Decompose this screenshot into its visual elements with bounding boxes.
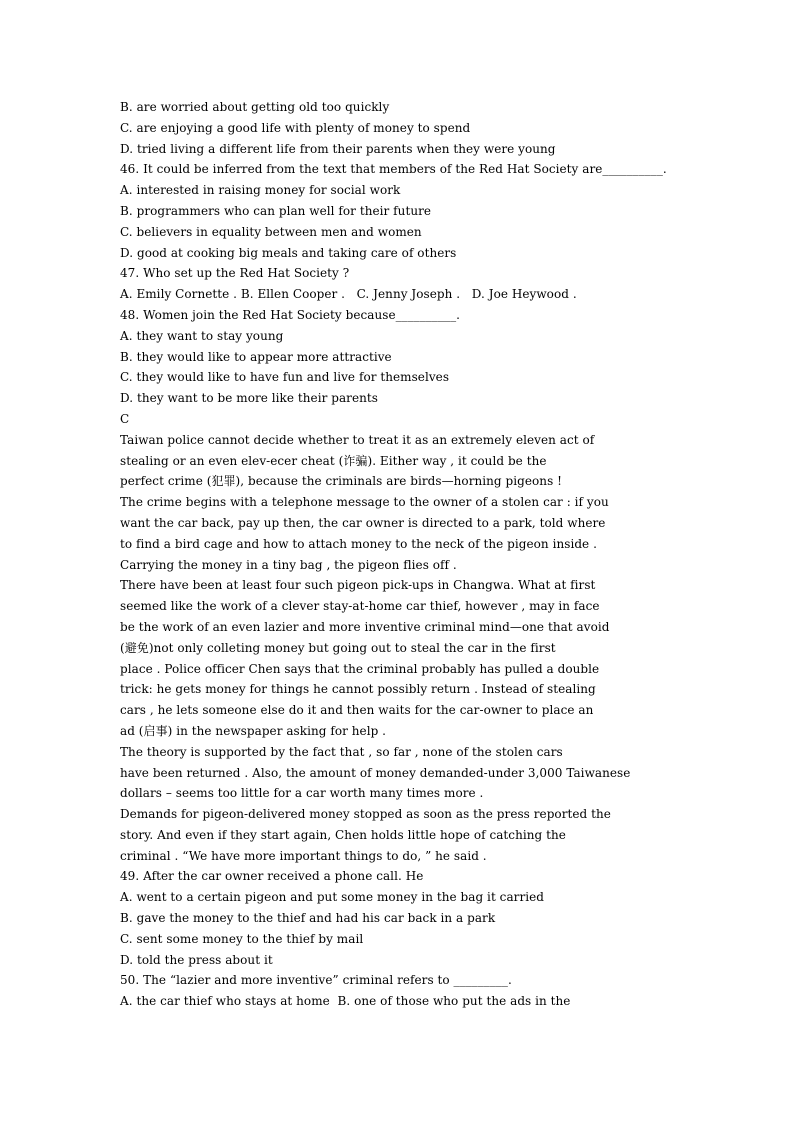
option-46d: D. good at cooking big meals and taking care of others — [120, 245, 457, 260]
question-50: 50. The “lazier and more inventive” criminal refers to _________. — [120, 973, 512, 988]
passage-line: story. And even if they start again, Chen holds little hope of catching the — [120, 827, 566, 842]
option-45c: C. are enjoying a good life with plenty of money to spend — [120, 120, 471, 135]
question-48: 48. Women join the Red Hat Society because__________. — [120, 307, 460, 322]
passage-c-heading: C — [120, 411, 130, 426]
passage-line: stealing or an even elev-ecer cheat (诈骗). Either way , it could be the — [120, 453, 547, 468]
option-48b: B. they would like to appear more attractive — [120, 349, 392, 364]
passage-line: dollars – seems too little for a car worth many times more . — [120, 786, 484, 801]
passage-line: Taiwan police cannot decide whether to treat it as an extremely eleven act of — [120, 432, 595, 447]
option-46b: B. programmers who can plan well for their future — [120, 203, 432, 218]
passage-line: perfect crime (犯罪), because the criminals are birds—horning pigeons ! — [120, 474, 563, 489]
option-49b: B. gave the money to the thief and had his car back in a park — [120, 911, 496, 926]
options-50-partial: A. the car thief who stays at home B. one of those who put the ads in the — [120, 994, 571, 1009]
question-49: 49. After the car owner received a phone call. He — [120, 869, 424, 884]
passage-line: Carrying the money in a tiny bag , the pigeon flies off . — [120, 557, 457, 572]
options-47: A. Emily Cornette . B. Ellen Cooper . C. Jenny Joseph . D. Joe Heywood . — [120, 287, 577, 302]
option-48c: C. they would like to have fun and live for themselves — [120, 370, 450, 385]
option-49a: A. went to a certain pigeon and put some money in the bag it carried — [120, 890, 545, 905]
option-45d: D. tried living a different life from their parents when they were young — [120, 141, 556, 156]
passage-line: (避免)not only colleting money but going out to steal the car in the first — [120, 640, 556, 655]
passage-line: The theory is supported by the fact that , so far , none of the stolen cars — [120, 744, 563, 759]
option-46a: A. interested in raising money for social work — [120, 183, 401, 198]
option-49c: C. sent some money to the thief by mail — [120, 931, 364, 946]
passage-line: Demands for pigeon-delivered money stopped as soon as the press reported the — [120, 807, 611, 822]
passage-line: be the work of an even lazier and more inventive criminal mind—one that avoid — [120, 619, 610, 634]
option-46c: C. believers in equality between men and women — [120, 224, 422, 239]
passage-line: have been returned . Also, the amount of money demanded-under 3,000 Taiwanese — [120, 765, 631, 780]
passage-line: want the car back, pay up then, the car owner is directed to a park, told where — [120, 515, 606, 530]
passage-line: trick: he gets money for things he cannot possibly return . Instead of stealing — [120, 682, 596, 697]
passage-line: place . Police officer Chen says that the criminal probably has pulled a double — [120, 661, 600, 676]
option-48a: A. they want to stay young — [120, 328, 284, 343]
option-48d: D. they want to be more like their parents — [120, 391, 378, 406]
question-46: 46. It could be inferred from the text that members of the Red Hat Society are__________. — [120, 162, 667, 177]
question-47: 47. Who set up the Red Hat Society ? — [120, 266, 350, 281]
passage-line: There have been at least four such pigeon pick-ups in Changwa. What at first — [120, 578, 596, 593]
passage-line: seemed like the work of a clever stay-at-home car thief, however , may in face — [120, 599, 600, 614]
passage-line: The crime begins with a telephone message to the owner of a stolen car : if you — [120, 495, 609, 510]
option-45b: B. are worried about getting old too quickly — [120, 100, 390, 114]
passage-line: cars , he lets someone else do it and then waits for the car-owner to place an — [120, 703, 594, 718]
passage-line: ad (启事) in the newspaper asking for help . — [120, 723, 387, 738]
option-49d: D. told the press about it — [120, 952, 273, 967]
passage-line: to find a bird cage and how to attach money to the neck of the pigeon inside . — [120, 536, 597, 551]
passage-line: criminal . “We have more important things to do, ” he said . — [120, 848, 487, 863]
document-page — [120, 97, 750, 1012]
